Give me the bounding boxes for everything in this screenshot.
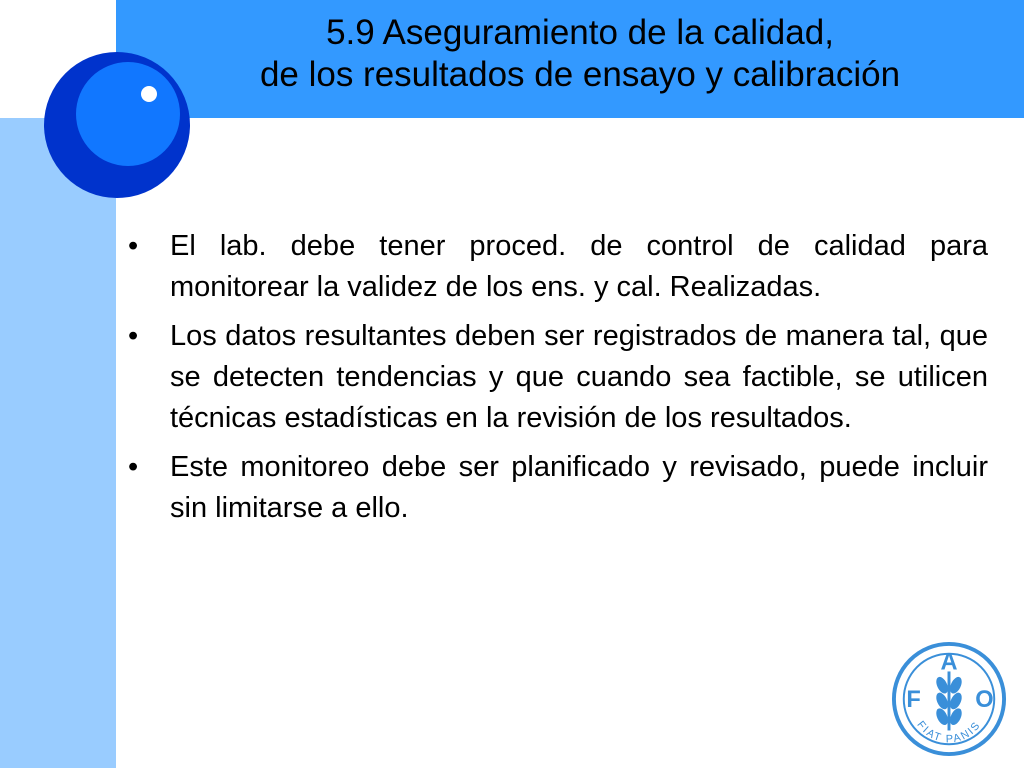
bullet-marker: • — [128, 230, 139, 262]
bullet-list — [128, 226, 988, 537]
left-accent-bar — [0, 118, 116, 768]
bullet-text: El lab. debe tener proced. de control de calidad para monitorear la validez de los ens. y cal. Realizadas. — [170, 230, 988, 303]
fao-motto-text: FIAT PANIS — [914, 718, 984, 746]
bullet-marker: • — [128, 451, 139, 483]
bullet-text: Este monitoreo debe ser planificado y revisado, puede incluir sin limitarse a ello. — [170, 451, 988, 524]
bullet-item — [128, 447, 988, 529]
fao-letter-f: F — [906, 686, 921, 713]
bullet-marker: • — [128, 320, 139, 352]
fao-letter-o: O — [975, 686, 994, 713]
slide-title-line-2: de los resultados de ensayo y calibración — [259, 55, 901, 94]
fao-logo-icon — [890, 640, 1008, 758]
bullet-item — [128, 316, 988, 439]
bullet-item — [128, 226, 988, 308]
fao-letter-a: A — [940, 649, 958, 676]
bullet-text: Los datos resultantes deben ser registrados de manera tal, que se detecten tendencias y que cuando sea factible, se utilicen técnicas estadísticas en la revisión de los resultados. — [170, 320, 988, 434]
slide-title — [150, 12, 1010, 96]
slide-title-line-1: 5.9 Aseguramiento de la calidad, — [326, 13, 834, 52]
